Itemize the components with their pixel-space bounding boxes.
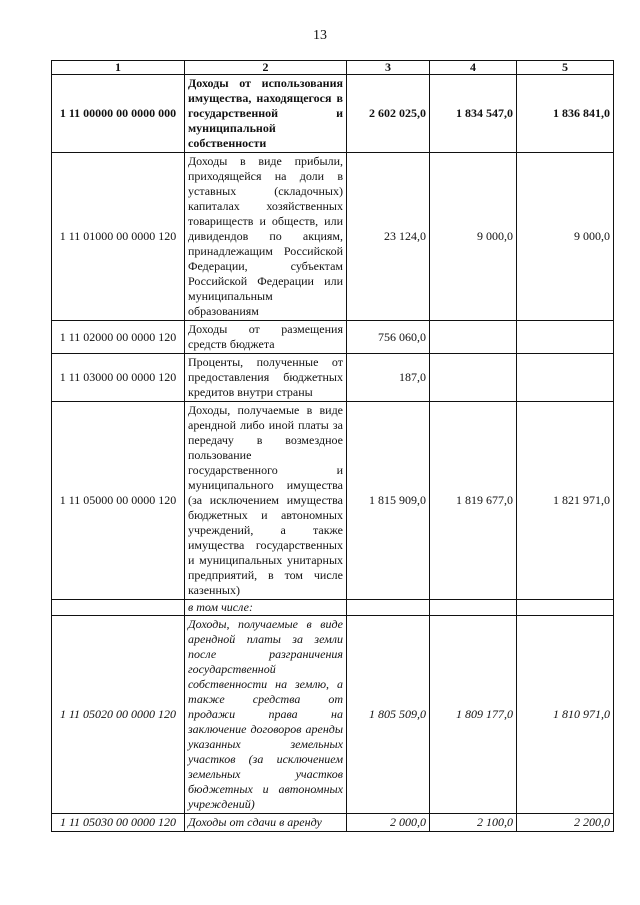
row-value-2: 9 000,0: [430, 153, 517, 321]
row-value-2: [430, 354, 517, 402]
column-header-3: 3: [347, 61, 430, 75]
column-header-1: 1: [52, 61, 185, 75]
table-row: [52, 402, 614, 600]
row-value-1: [347, 600, 430, 616]
row-code: 1 11 03000 00 0000 120: [52, 354, 185, 402]
row-value-2: [430, 600, 517, 616]
row-value-3: 1 810 971,0: [517, 616, 614, 814]
table-row: [52, 153, 614, 321]
row-value-1: 1 815 909,0: [347, 402, 430, 600]
row-code: 1 11 05000 00 0000 120: [52, 402, 185, 600]
row-value-1: 187,0: [347, 354, 430, 402]
row-name: Доходы, получаемые в виде арендной платы за земли после разграничения государственной собственности на землю, а также средства от продажи права на заключение договоров аренды указанных земельных участков (за исключением земельных участков бюджетных и автономных учреждений): [185, 616, 347, 814]
row-code: 1 11 05020 00 0000 120: [52, 616, 185, 814]
row-code: 1 11 00000 00 0000 000: [52, 75, 185, 153]
column-header-5: 5: [517, 61, 614, 75]
row-value-1: 756 060,0: [347, 321, 430, 354]
row-value-1: 2 000,0: [347, 814, 430, 832]
column-header-2: 2: [185, 61, 347, 75]
table-row: [52, 616, 614, 814]
row-name: Доходы от размещения средств бюджета: [185, 321, 347, 354]
row-name: в том числе:: [185, 600, 347, 616]
row-code: 1 11 01000 00 0000 120: [52, 153, 185, 321]
row-code: [52, 600, 185, 616]
table-row-subtotal-note: [52, 600, 614, 616]
table-header-row: [52, 61, 614, 75]
row-value-2: 1 834 547,0: [430, 75, 517, 153]
row-value-3: [517, 321, 614, 354]
row-value-3: [517, 354, 614, 402]
row-name: Доходы, получаемые в виде арендной либо иной платы за передачу в возмездное пользование государственного и муниципального имущества (за исключением имущества бюджетных и автономных учреждений, а также имущества государственных и муниципальных унитарных предприятий, в том числе казенных): [185, 402, 347, 600]
row-code: 1 11 02000 00 0000 120: [52, 321, 185, 354]
row-name: Доходы от сдачи в аренду: [185, 814, 347, 832]
row-value-1: 23 124,0: [347, 153, 430, 321]
page-number: 13: [313, 28, 327, 43]
row-value-2: 2 100,0: [430, 814, 517, 832]
row-value-2: [430, 321, 517, 354]
row-value-2: 1 809 177,0: [430, 616, 517, 814]
row-value-3: [517, 600, 614, 616]
column-header-4: 4: [430, 61, 517, 75]
budget-revenue-table: [51, 60, 614, 832]
row-value-3: 9 000,0: [517, 153, 614, 321]
row-name: Доходы в виде прибыли, приходящейся на доли в уставных (складочных) капиталах хозяйственных товариществ и обществ, или дивидендов по акциям, принадлежащим Российской Федерации, субъектам Российской Федерации или муниципальным образованиям: [185, 153, 347, 321]
table-row: [52, 321, 614, 354]
row-value-3: 1 821 971,0: [517, 402, 614, 600]
table-row: [52, 75, 614, 153]
row-name: Проценты, полученные от предоставления бюджетных кредитов внутри страны: [185, 354, 347, 402]
row-value-2: 1 819 677,0: [430, 402, 517, 600]
row-code: 1 11 05030 00 0000 120: [52, 814, 185, 832]
row-value-3: 2 200,0: [517, 814, 614, 832]
table-row: [52, 814, 614, 832]
row-value-3: 1 836 841,0: [517, 75, 614, 153]
row-value-1: 2 602 025,0: [347, 75, 430, 153]
table-row: [52, 354, 614, 402]
row-name: Доходы от использования имущества, находящегося в государственной и муниципальной собственности: [185, 75, 347, 153]
row-value-1: 1 805 509,0: [347, 616, 430, 814]
